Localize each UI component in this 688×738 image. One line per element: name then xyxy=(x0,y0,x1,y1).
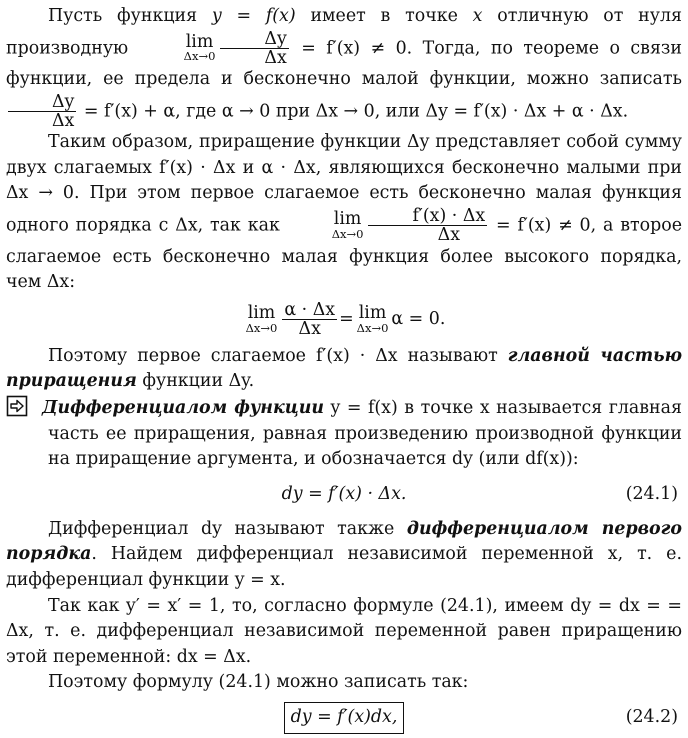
formula: dy = f′(x) · Δx. xyxy=(281,483,407,504)
text: Поэтому первое слагаемое f′(x) · Δx называют xyxy=(48,345,508,366)
formula-text: = f′(x) + α, xyxy=(78,100,181,121)
text: где α → 0 при Δx → 0, или Δy = f′(x) · Δx + α · Δx. xyxy=(180,100,629,121)
formula-text: = xyxy=(339,308,354,329)
limit: lim Δx→0 xyxy=(331,209,364,241)
text: y = f(x) в точке x называется главная часть ее приращения, равная произведению производной функции на приращение аргумента, и обозначается dy (или df(x)): xyxy=(48,397,682,470)
text: Так как y′ = x′ = 1, то, согласно формуле (24.1), имеем dy = dx = = Δx, т. е. дифференциал независимой переменной равен приращению этой переменной: dx = Δx. xyxy=(6,595,682,667)
text: Пусть функция xyxy=(48,6,212,26)
formula-text: α = 0. xyxy=(391,308,446,329)
text: имеет в точке xyxy=(295,6,473,26)
text: = f′(x) ≠ 0, а второе слагаемое есть бесконечно малая функция более высокого порядка, чем Δx: xyxy=(6,215,683,293)
text: Дифференциал dy называют также xyxy=(48,518,407,539)
term-main-part: главной частью приращения xyxy=(6,345,682,392)
equation-24-2 xyxy=(6,698,682,738)
limit: lim Δx→0 xyxy=(245,303,278,335)
limit: lim Δx→0 xyxy=(356,303,389,335)
limit: lim Δx→0 xyxy=(183,31,216,64)
fraction: $\frac{f'(x) \cdot \Delta x}{\Delta x}$ xyxy=(368,207,487,245)
paragraph-5 xyxy=(6,517,682,594)
text: Поэтому формулу (24.1) можно записать так: xyxy=(48,672,469,693)
boxed-formula: dy = f′(x)dx, xyxy=(284,702,405,734)
equation-24-1 xyxy=(6,475,682,515)
term-first-order-differential: дифференциалом первого порядка xyxy=(6,518,683,565)
fraction: $\frac{\alpha \cdot \Delta x}{\Delta x}$ xyxy=(284,299,336,340)
text: . Найдем дифференциал независимой переменной x, т. е. дифференциал функции y = x. xyxy=(6,544,682,590)
formula-text: = f′(x) ≠ 0 xyxy=(290,37,407,58)
paragraph-3 xyxy=(6,344,682,395)
paragraph-6 xyxy=(6,594,682,671)
paragraph-7 xyxy=(6,670,682,696)
paragraph-2 xyxy=(6,130,682,296)
text: Таким образом, приращение функции Δy представляет собой сумму двух слагаемых f′(x) · Δx и α · Δx, являющихся бесконечно малыми при Δx → 0. При этом первое слагаемое есть бесконечно малая функция одного порядка с Δx, так как xyxy=(6,132,682,236)
paragraph-1: Пусть функция y = f(x) имеет в точке x отличную от нуля производную lim Δx→0 $\frac{\Delta y}{\Delta x}$ = f′(x) ≠ 0. Тогда, по теореме о связи функции, ее предела и бесконечно малой функции, можно записать $\frac{\Delta y}{\Delta x}$ = f′(x) + α, где α → 0 при Δx → 0, или Δy = f′(x) · Δx + α · Δx. xyxy=(6,6,682,131)
paragraph-definition xyxy=(6,395,682,473)
display-formula-limit xyxy=(6,298,682,342)
equation-number: (24.2) xyxy=(625,707,678,728)
text: функции Δy. xyxy=(136,371,255,392)
equation-number: (24.1) xyxy=(625,483,678,504)
text: . Тогда, по теореме о связи функции, ее предела и бесконечно малой функции, можно записать xyxy=(6,37,682,90)
fraction: $\frac{\Delta y}{\Delta x}$ xyxy=(220,30,288,68)
fraction: $\frac{\Delta y}{\Delta x}$ xyxy=(8,93,76,131)
term-differential: Дифференциалом функции xyxy=(42,397,325,418)
definition-arrow-icon xyxy=(6,395,28,417)
text: отличную от нуля производную xyxy=(6,6,682,58)
